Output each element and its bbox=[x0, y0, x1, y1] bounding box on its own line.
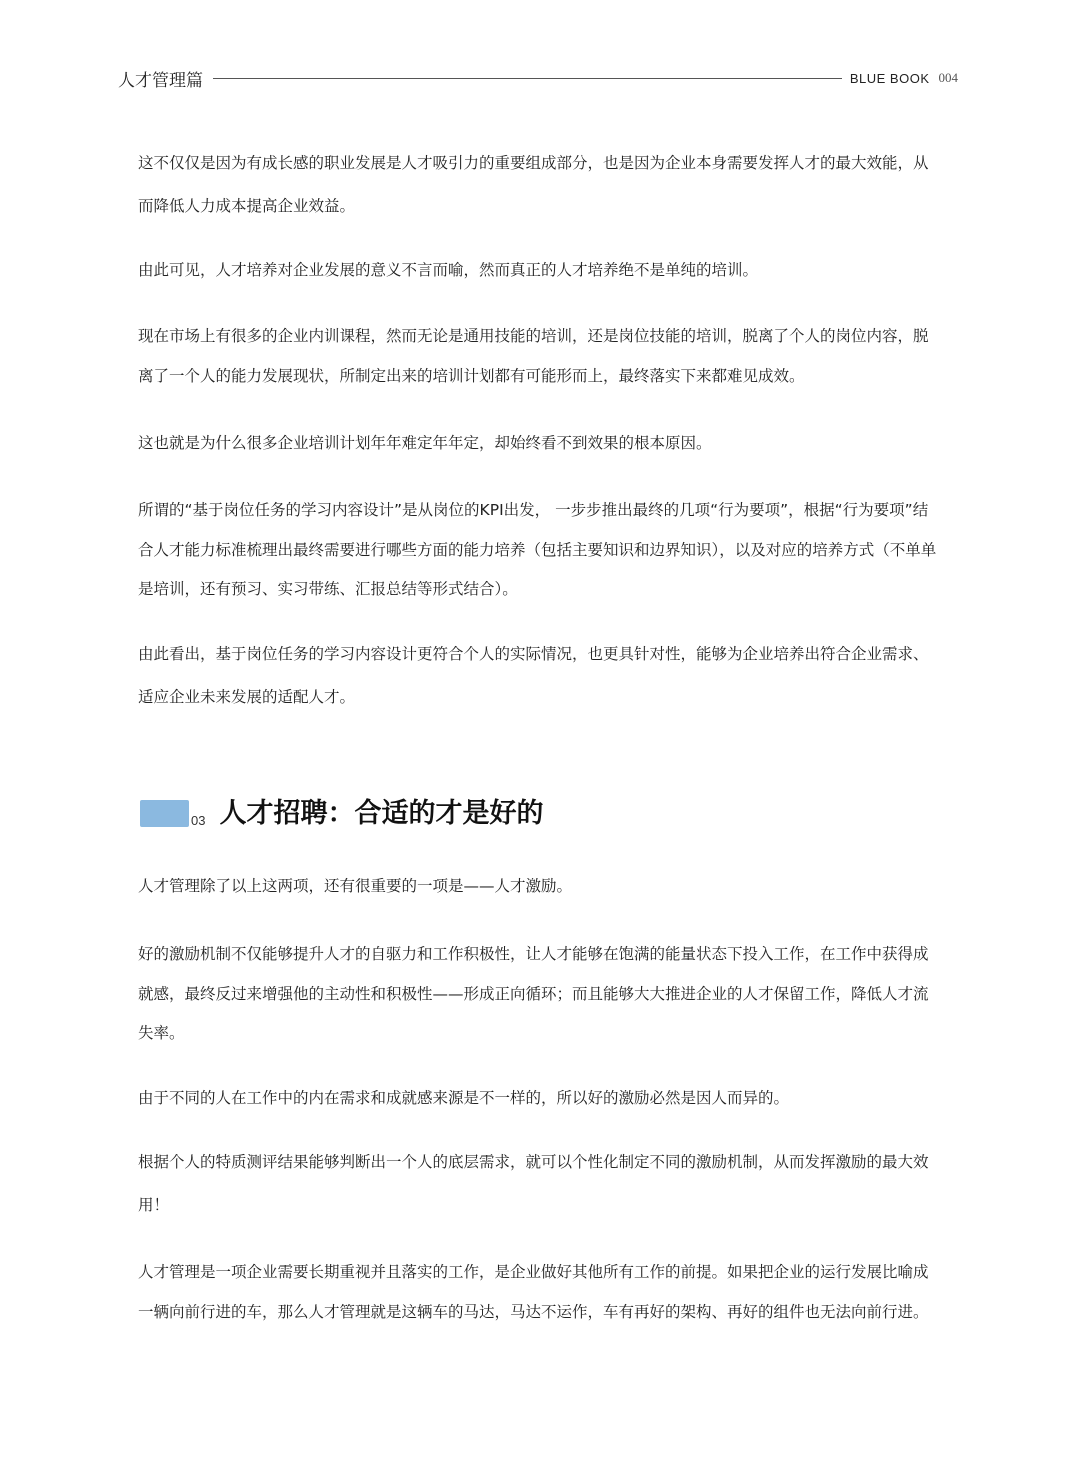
section-heading bbox=[140, 792, 543, 836]
header-divider bbox=[213, 78, 842, 79]
paragraph: 所谓的“基于岗位任务的学习内容设计”是从岗位的KPI出发， 一步步推出最终的几项“行为要项”，根据“行为要项”结合人才能力标准梳理出最终需要进行哪些方面的能力培养（包括主要知识和边界知识），以及对应的培养方式（不单单是培训，还有预习、实习带练、汇报总结等形式结合）。 bbox=[138, 501, 937, 598]
paragraph: 由此看出，基于岗位任务的学习内容设计更符合个人的实际情况，也更具针对性，能够为企业培养出符合企业需求、适应企业未来发展的适配人才。 bbox=[138, 645, 929, 706]
paragraph: 好的激励机制不仅能够提升人才的自驱力和工作积极性，让人才能够在饱满的能量状态下投入工作，在工作中获得成就感，最终反过来增强他的主动性和积极性——形成正向循环；而且能够大大推进企业的人才保留工作，降低人才流失率。 bbox=[138, 945, 929, 1042]
paragraph: 人才管理除了以上这两项，还有很重要的一项是——人才激励。 bbox=[138, 877, 573, 895]
paragraph: 这不仅仅是因为有成长感的职业发展是人才吸引力的重要组成部分，也是因为企业本身需要发挥人才的最大效能，从而降低人力成本提高企业效益。 bbox=[138, 154, 929, 215]
section-number: 03 bbox=[191, 813, 206, 828]
paragraph: 由此可见，人才培养对企业发展的意义不言而喻，然而真正的人才培养绝不是单纯的培训。 bbox=[138, 261, 759, 279]
page-number: 004 bbox=[938, 70, 958, 85]
paragraph: 人才管理是一项企业需要长期重视并且落实的工作，是企业做好其他所有工作的前提。如果把企业的运行发展比喻成一辆向前行进的车，那么人才管理就是这辆车的马达，马达不运作，车有再好的架构、再好的组件也无法向前行进。 bbox=[138, 1263, 929, 1321]
paragraph: 这也就是为什么很多企业培训计划年年难定年年定，却始终看不到效果的根本原因。 bbox=[138, 434, 712, 452]
page-header bbox=[118, 64, 958, 92]
paragraph: 现在市场上有很多的企业内训课程，然而无论是通用技能的培训，还是岗位技能的培训，脱离了个人的岗位内容，脱离了一个人的能力发展现状，所制定出来的培训计划都有可能形而上，最终落实下来都难见成效。 bbox=[138, 327, 929, 385]
section-marker bbox=[140, 800, 189, 827]
paragraph: 根据个人的特质测评结果能够判断出一个人的底层需求，就可以个性化制定不同的激励机制，从而发挥激励的最大效用！ bbox=[138, 1153, 929, 1214]
brand-label: BLUE BOOK bbox=[849, 70, 930, 86]
section-title: 人才招聘：合适的才是好的 bbox=[219, 798, 544, 829]
chapter-title: 人才管理篇 bbox=[118, 70, 203, 91]
paragraph: 由于不同的人在工作中的内在需求和成就感来源是不一样的，所以好的激励必然是因人而异的。 bbox=[138, 1089, 790, 1107]
